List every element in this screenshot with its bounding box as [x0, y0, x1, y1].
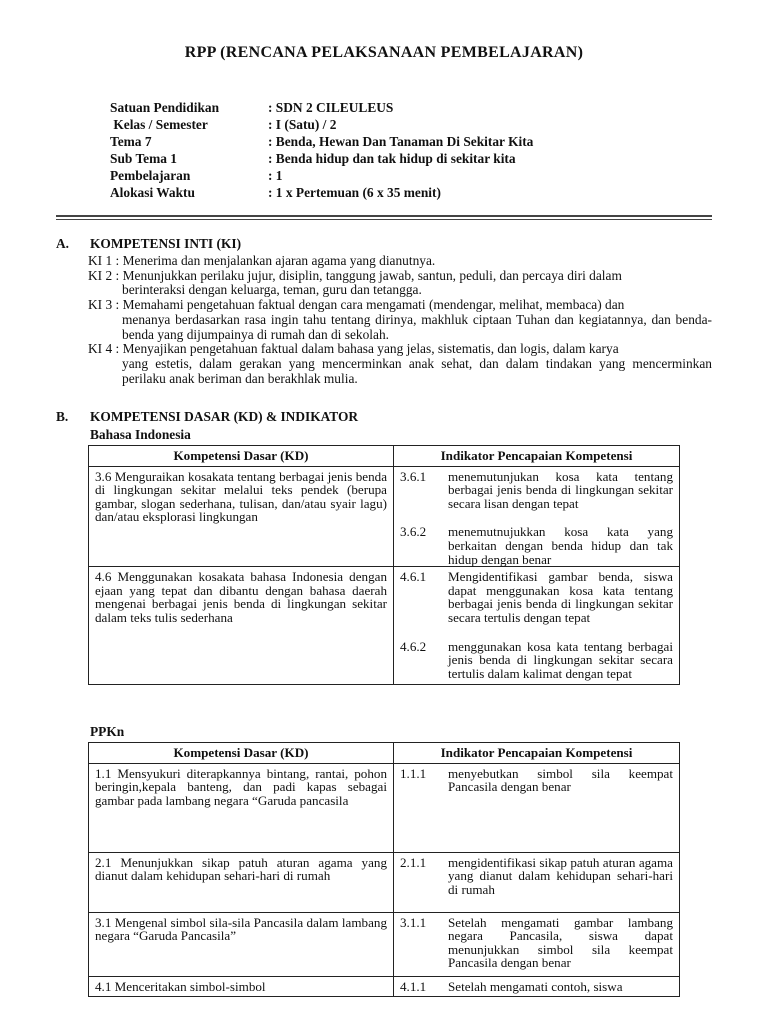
indicator-cell: [394, 466, 680, 567]
section-heading-ki: [56, 236, 241, 252]
ki-code: KI 1 :: [88, 253, 120, 268]
section-title: KOMPETENSI INTI (KI): [90, 236, 242, 251]
kd-cell: 4.1 Menceritakan simbol-simbol: [89, 976, 394, 997]
indicator-code: 4.6.2: [400, 638, 427, 654]
ki-text: Menyajikan pengetahuan faktual dalam bahasa yang jelas, sistematis, dan logis, dalam karya: [119, 341, 619, 357]
info-row: [110, 116, 533, 133]
kd-cell: 4.6 Menggunakan kosakata bahasa Indonesia dengan ejaan yang tepat dan dibantu dengan bahasa daerah mengenai berbagai jenis benda di lingkungan sekitar dalam teks tulis sederhana: [89, 567, 394, 685]
info-label: Satuan Pendidikan: [110, 100, 220, 115]
subject-heading-bahasa: Bahasa Indonesia: [90, 427, 191, 442]
ki-item: [88, 269, 712, 298]
ki-list: [88, 254, 712, 386]
indicator-entry: [394, 853, 679, 897]
indicator-cell: [394, 852, 680, 912]
divider-thick: [56, 215, 712, 217]
info-row: [110, 150, 533, 167]
indicator-text: Setelah mengamati gambar lambang negara Pancasila, siswa dapat menunjukkan simbol sila keempat Pancasila dengan benar: [448, 914, 673, 971]
indicator-code: 2.1.1: [400, 854, 427, 870]
ki-item: [88, 298, 712, 342]
indicator-entry: [394, 567, 679, 624]
ki-text: Menerima dan menjalankan ajaran agama yang dianutnya.: [119, 253, 436, 268]
indicator-code: 3.6.2: [400, 524, 427, 540]
info-value: : Benda, Hewan Dan Tanaman Di Sekitar Kita: [268, 134, 534, 149]
info-value: : 1 x Pertemuan (6 x 35 menit): [268, 185, 441, 200]
indicator-code: 3.6.1: [400, 468, 427, 484]
kd-cell: 3.1 Mengenal simbol sila-sila Pancasila dalam lambang negara “Garuda Pancasila”: [89, 912, 394, 976]
indicator-text: Setelah mengamati contoh, siswa: [448, 978, 623, 994]
info-row: [110, 184, 533, 201]
info-label: Alokasi Waktu: [110, 185, 195, 200]
info-label: Tema 7: [110, 134, 152, 149]
table-header-row: [89, 446, 680, 467]
ki-code: KI 2 :: [88, 267, 120, 283]
indicator-cell: [394, 567, 680, 685]
info-value: : SDN 2 CILEULEUS: [268, 100, 394, 115]
indicator-entry: [394, 764, 679, 794]
info-value: : 1: [268, 168, 283, 183]
kd-table-ppkn: [88, 742, 680, 997]
info-label: Pembelajaran: [110, 168, 191, 183]
ki-code: KI 3 :: [88, 297, 120, 313]
ki-text: Memahami pengetahuan faktual dengan cara mengamati (mendengar, melihat, membaca) dan: [119, 297, 625, 313]
indicator-code: 4.1.1: [400, 978, 427, 994]
table-row: [89, 976, 680, 997]
info-label: Kelas / Semester: [110, 117, 208, 132]
subject-heading-ppkn: PPKn: [90, 724, 125, 739]
section-letter: A.: [56, 236, 70, 251]
column-header-indikator: Indikator Pencapaian Kompetensi: [394, 743, 680, 764]
indicator-text: menyebutkan simbol sila keempat Pancasila dengan benar: [448, 765, 673, 795]
indicator-text: Mengidentifikasi gambar benda, siswa dapat menggunakan kosa kata tentang berbagai jenis benda di lingkungan sekitar secara tertulis dengan tepat: [448, 569, 673, 625]
ki-text: Menunjukkan perilaku jujur, disiplin, tanggung jawab, santun, peduli, dan percaya diri dalam: [119, 267, 622, 283]
page-title: RPP (RENCANA PELAKSANAAN PEMBELAJARAN): [184, 44, 584, 61]
ki-item: [88, 342, 712, 386]
divider-thin: [56, 219, 712, 220]
kd-cell: 2.1 Menunjukkan sikap patuh aturan agama yang dianut dalam kehidupan sehari-hari di rumah: [89, 852, 394, 912]
column-header-indikator: Indikator Pencapaian Kompetensi: [394, 446, 680, 467]
table-row: [89, 912, 680, 976]
indicator-entry: [394, 522, 679, 566]
identity-block: [110, 99, 533, 201]
ki-text-continued: menanya berdasarkan rasa ingin tahu tentang dirinya, makhluk ciptaan Tuhan dan kegiatannya, dan benda-benda yang dijumpainya di rumah dan di sekolah.: [122, 311, 712, 342]
info-row: [110, 133, 533, 150]
column-header-kd: Kompetensi Dasar (KD): [89, 446, 394, 467]
indicator-entry: [394, 637, 679, 685]
table-row: [89, 567, 680, 685]
info-row: [110, 167, 533, 184]
info-label: Sub Tema 1: [110, 151, 177, 166]
indicator-text: menggunakan kosa kata tentang berbagai jenis benda di lingkungan sekitar secara tertulis dalam kalimat dengan tepat: [448, 638, 673, 681]
table-row: [89, 852, 680, 912]
indicator-entry: [394, 467, 679, 511]
indicator-text: menemutnujukkan kosa kata yang berkaitan dengan benda hidup dan tak hidup dengan benar: [448, 524, 673, 567]
table-row: [89, 763, 680, 852]
indicator-entry: [394, 913, 679, 970]
kd-cell: 3.6 Menguraikan kosakata tentang berbagai jenis benda di lingkungan sekitar melalui teks pendek (berupa gambar, slogan sederhana, tulisan, dan/atau syair lagu) dan/atau eksplorasi lingkungan: [89, 466, 394, 567]
indicator-code: 4.6.1: [400, 569, 427, 585]
indicator-cell: [394, 976, 680, 997]
info-row: [110, 99, 533, 116]
ki-code: KI 4 :: [88, 341, 120, 357]
indicator-code: 1.1.1: [400, 765, 427, 781]
ki-text-continued: yang estetis, dalam gerakan yang mencerminkan anak sehat, dan dalam tindakan yang mencerminkan perilaku anak beriman dan berakhlak mulia.: [122, 355, 712, 386]
table-header-row: [89, 743, 680, 764]
kd-cell: 1.1 Mensyukuri diterapkannya bintang, rantai, pohon beringin,kepala banteng, dan padi kapas sebagai gambar pada lambang negara “Garuda pancasila: [89, 763, 394, 852]
section-title: KOMPETENSI DASAR (KD) & INDIKATOR: [90, 409, 359, 424]
section-heading-kd: [56, 409, 358, 425]
section-letter: B.: [56, 409, 69, 424]
kd-table-bahasa: [88, 445, 680, 685]
indicator-text: mengidentifikasi sikap patuh aturan agama yang dianut dalam kehidupan sehari-hari di rumah: [448, 854, 673, 897]
indicator-cell: [394, 912, 680, 976]
ki-item: [88, 254, 712, 269]
info-value: : I (Satu) / 2: [268, 117, 337, 132]
info-value: : Benda hidup dan tak hidup di sekitar kita: [268, 151, 516, 166]
indicator-entry: [394, 977, 679, 994]
indicator-cell: [394, 763, 680, 852]
column-header-kd: Kompetensi Dasar (KD): [89, 743, 394, 764]
ki-text-continued: berinteraksi dengan keluarga, teman, guru dan tetangga.: [122, 282, 422, 298]
indicator-text: menemutunjukan kosa kata tentang berbagai jenis benda di lingkungan sekitar secara lisan dengan tepat: [448, 468, 673, 511]
table-row: [89, 466, 680, 567]
indicator-code: 3.1.1: [400, 914, 427, 930]
